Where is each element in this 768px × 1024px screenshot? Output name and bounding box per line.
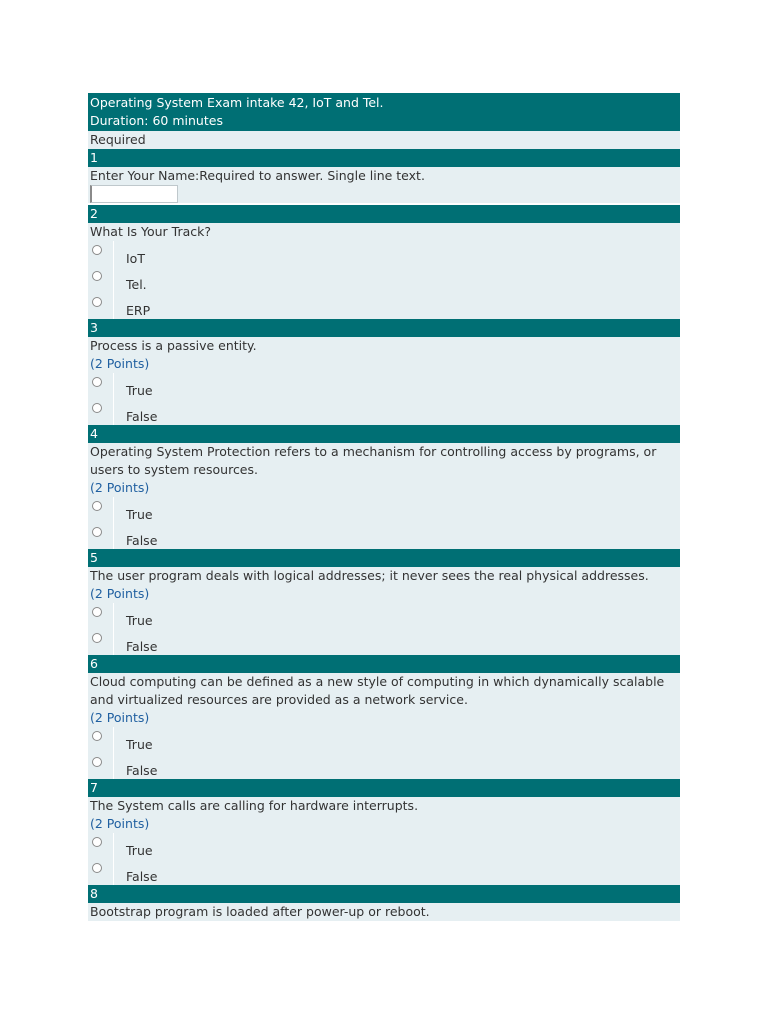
option-label: False	[126, 533, 158, 548]
option-erp[interactable]	[90, 293, 678, 319]
question-4-number: 4	[88, 425, 680, 443]
option-true[interactable]	[90, 727, 678, 753]
option-label: False	[126, 869, 158, 884]
exam-form	[88, 93, 680, 921]
question-5-text: The user program deals with logical addresses; it never sees the real physical addresses.	[90, 568, 649, 583]
option-divider	[113, 833, 114, 859]
option-label: ERP	[126, 303, 151, 318]
required-note: Required	[88, 131, 680, 149]
option-divider	[113, 241, 114, 267]
radio-button[interactable]	[92, 837, 102, 847]
question-4-points: (2 Points)	[90, 480, 150, 495]
option-divider	[113, 727, 114, 753]
form-header	[88, 93, 680, 131]
radio-button[interactable]	[92, 863, 102, 873]
question-1-number: 1	[88, 149, 680, 167]
question-8-text: Bootstrap program is loaded after power-up or reboot.	[90, 904, 430, 919]
radio-button[interactable]	[92, 377, 102, 387]
radio-button[interactable]	[92, 403, 102, 413]
option-true[interactable]	[90, 497, 678, 523]
option-label: True	[126, 383, 153, 398]
option-true[interactable]	[90, 373, 678, 399]
option-divider	[113, 399, 114, 425]
radio-button[interactable]	[92, 271, 102, 281]
question-5-points: (2 Points)	[90, 586, 150, 601]
question-3-body	[88, 337, 680, 425]
question-8-body	[88, 903, 680, 921]
radio-button[interactable]	[92, 245, 102, 255]
option-label: True	[126, 737, 153, 752]
question-2-number: 2	[88, 205, 680, 223]
option-true[interactable]	[90, 603, 678, 629]
option-false[interactable]	[90, 753, 678, 779]
question-3-text: Process is a passive entity.	[90, 338, 257, 353]
option-label: True	[126, 507, 153, 522]
question-2-text: What Is Your Track?	[90, 224, 211, 239]
option-divider	[113, 267, 114, 293]
radio-button[interactable]	[92, 501, 102, 511]
question-7-text: The System calls are calling for hardware interrupts.	[90, 798, 419, 813]
option-divider	[113, 629, 114, 655]
question-5-body	[88, 567, 680, 655]
radio-button[interactable]	[92, 757, 102, 767]
question-2-body	[88, 223, 680, 319]
option-divider	[113, 603, 114, 629]
question-3-points: (2 Points)	[90, 356, 150, 371]
option-divider	[113, 293, 114, 319]
question-1-body	[88, 167, 680, 203]
option-false[interactable]	[90, 629, 678, 655]
name-input[interactable]	[90, 185, 178, 203]
option-divider	[113, 859, 114, 885]
radio-button[interactable]	[92, 607, 102, 617]
question-6-number: 6	[88, 655, 680, 673]
option-false[interactable]	[90, 859, 678, 885]
question-5-number: 5	[88, 549, 680, 567]
option-label: False	[126, 409, 158, 424]
option-label: True	[126, 613, 153, 628]
form-title: Operating System Exam intake 42, IoT and Tel.	[90, 95, 384, 110]
question-3-number: 3	[88, 319, 680, 337]
option-tel[interactable]	[90, 267, 678, 293]
question-8-number: 8	[88, 885, 680, 903]
form-duration: Duration: 60 minutes	[90, 113, 223, 128]
question-6-text: Cloud computing can be defined as a new style of computing in which dynamically scalable and virtualized resources are provided as a network service.	[90, 674, 665, 707]
question-7-points: (2 Points)	[90, 816, 150, 831]
question-7-body	[88, 797, 680, 885]
radio-button[interactable]	[92, 297, 102, 307]
option-label: False	[126, 639, 158, 654]
radio-button[interactable]	[92, 633, 102, 643]
option-divider	[113, 523, 114, 549]
option-true[interactable]	[90, 833, 678, 859]
option-iot[interactable]	[90, 241, 678, 267]
radio-button[interactable]	[92, 731, 102, 741]
option-label: IoT	[126, 251, 145, 266]
question-6-body	[88, 673, 680, 779]
option-divider	[113, 373, 114, 399]
question-4-text: Operating System Protection refers to a mechanism for controlling access by programs, or users to system resources.	[90, 444, 657, 477]
question-4-body	[88, 443, 680, 549]
option-false[interactable]	[90, 523, 678, 549]
option-label: True	[126, 843, 153, 858]
option-label: False	[126, 763, 158, 778]
option-divider	[113, 497, 114, 523]
option-divider	[113, 753, 114, 779]
option-false[interactable]	[90, 399, 678, 425]
option-label: Tel.	[126, 277, 147, 292]
question-6-points: (2 Points)	[90, 710, 150, 725]
radio-button[interactable]	[92, 527, 102, 537]
question-7-number: 7	[88, 779, 680, 797]
question-1-text: Enter Your Name:Required to answer. Single line text.	[90, 168, 425, 183]
